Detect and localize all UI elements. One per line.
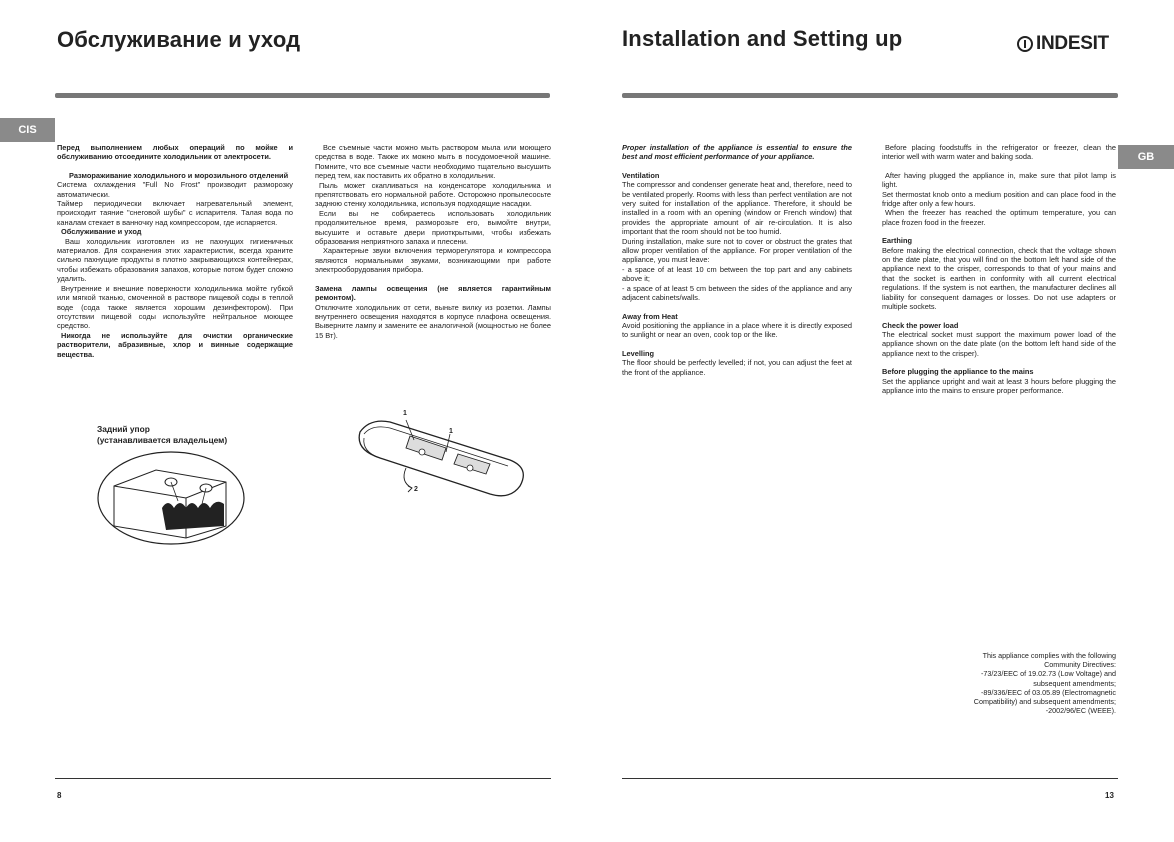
brand-name: INDESIT [1036,33,1109,54]
paragraph: Отключите холодильник от сети, выньте вилку из розетки. Лампы внутреннего освещения находятся в корпусе плафона освещения. Выверните лампу и замените ее аналогичной (мощностью не более 15 Вт). [315,302,551,340]
heading: Before plugging the appliance to the mains [882,367,1034,377]
compliance-line: -73/23/EEC of 19.02.73 (Low Voltage) and [980,669,1116,679]
heading: Обслуживание и уход [61,227,142,237]
paragraph: Before placing foodstuffs in the refrigerator or freezer, clean the interior well with warm water and baking soda. [882,143,1116,162]
heading: Earthing [882,236,912,246]
right-column-2 [882,143,1116,395]
heading: Away from Heat [622,311,678,321]
left-top-bar [55,93,550,98]
lamp-label: 2 [414,486,418,493]
bullet: - a space of at least 5 cm between the sides of the appliance and any adjacent cabinets/walls. [622,283,852,303]
right-top-bar [622,93,1118,98]
heading: Размораживание холодильного и морозильного отделений [69,170,289,180]
heading: Замена лампы освещения (не является гарантийным ремонтом). [315,283,551,303]
paragraph: Перед выполнением любых операций по мойке и обслуживанию отсоедините холодильник от электросети. [57,143,293,162]
heading: Levelling [622,348,655,358]
caption-line: (устанавливается владельцем) [97,435,228,445]
paragraph: Before making the electrical connection, check that the voltage shown on the date plate, that you will find on the bottom left hand side of the appliance next to the crisper, corresponds to that of your mains and that the socket is earthen in conformity with all current electrical regulations. If the system is not earthen, the manufacturer declines all liability for consequent damages or losses. Do not use adapters or multiple sockets. [882,245,1116,312]
left-page-number: 8 [57,791,62,800]
heading: Check the power load [882,320,959,330]
compliance-note [900,651,1116,715]
lamp-label: 1 [449,428,453,435]
left-page-title: Обслуживание и уход [57,27,301,52]
paragraph: The compressor and condenser generate heat and, therefore, need to be ventilated properly. Rooms with less than perfect ventilation are not very suited for installation of the appliance. Therefore, it should be installed in a room with an opening (window or French window) that provides the appropriate amount of air re-circulation. It is also important that the room should not be too humid. [622,180,852,237]
paragraph: During installation, make sure not to cover or obstruct the grates that allow proper ventilation of the appliance. For proper ventilation of the appliance, you must leave: [622,236,852,265]
lang-tab-cis: CIS [0,118,55,142]
paragraph: Proper installation of the appliance is essential to ensure the best and most efficient performance of your appliance. [622,143,852,162]
brand-logo [1017,33,1109,55]
paragraph: Таймер периодически включает нагревательный элемент, происходит таяние "снеговой шубы" с испарителя. Талая вода по каналам стекает в ванночку над компрессором, где испаряется. [57,199,293,227]
compliance-line: -89/336/EEC of 03.05.89 (Electromagnetic [980,687,1116,697]
lamp-label: 1 [403,410,407,417]
figure-caption [97,424,227,446]
heading: Ventilation [622,170,660,180]
paragraph: Система охлаждения "Full No Frost" производит разморозку автоматически. [57,180,293,199]
left-column-1 [57,143,293,359]
lamp-cover-illustration [350,408,535,508]
right-column-1 [622,143,852,377]
paragraph: Avoid positioning the appliance in a place where it is directly exposed to sunlight or near an oven, cook top or the like. [622,320,852,340]
caption-line: Задний упор [97,424,150,434]
compliance-line: Community Directives: [1044,660,1116,670]
paragraph: Если вы не собираетесь использовать холодильник продолжительное время, разморозьте его, вымойте внутри, высушите и оставьте двери приоткрытыми, чтобы избежать образования неприятного запаха и плесени. [315,208,551,247]
paragraph: When the freezer has reached the optimum temperature, you can place frozen food in the freezer. [882,208,1116,227]
right-page-number: 13 [1105,791,1114,800]
rear-stop-illustration [96,446,246,546]
compliance-line: subsequent amendments; [1033,678,1116,688]
left-bottom-line [55,778,551,779]
compliance-line: This appliance complies with the following [982,651,1116,660]
left-column-2 [315,143,551,340]
paragraph: After having plugged the appliance in, make sure that pilot lamp is light. [882,170,1116,190]
right-page-title: Installation and Setting up [622,26,903,51]
logo-power-icon [1017,36,1033,52]
paragraph: Внутренние и внешние поверхности холодильника мойте губкой или мягкой тканью, смоченной в растворе пищевой соды в теплой воде (сода также является хорошим дезинфектором). При отсутствии пищевой соды используйте нейтральное моющее средство. [57,283,293,331]
paragraph: Пыль может скапливаться на конденсаторе холодильника и препятствовать его нормальной работе. Осторожно пропылесосьте заднюю стенку холодильника, используя подходящие насадки. [315,180,551,209]
paragraph: Set the appliance upright and wait at least 3 hours before plugging the appliance into the mains to ensure proper performance. [882,376,1116,395]
paragraph: The electrical socket must support the maximum power load of the appliance shown on the date plate (on the bottom left hand side of the appliance next to the crisper). [882,329,1116,358]
right-bottom-line [622,778,1118,779]
lang-tab-gb: GB [1118,145,1174,169]
compliance-line: -2002/96/EC (WEEE). [1045,706,1116,716]
paragraph: Все съемные части можно мыть раствором мыла или моющего средства в воде. Также их можно мыть в посудомоечной машине. Помните, что все съемные части необходимо тщательно высушить перед тем, как поставить их обратно в холодильник. [315,143,551,181]
bullet: - a space of at least 10 cm between the top part and any cabinets above it; [622,264,852,284]
paragraph: Set thermostat knob onto a medium position and can place food in the fridge after only a few hours. [882,189,1116,209]
paragraph: Характерные звуки включения терморегулятора и компрессора являются нормальными звуками, возникающими при работе электрооборудования прибора. [315,246,551,275]
compliance-line: Compatibility) and subsequent amendments; [973,697,1116,707]
paragraph: Ваш холодильник изготовлен из не пахнущих гигиеничных материалов. Для сохранения этих характеристик, всегда храните сильно пахнущие продукты в плотно закрывающихся контейнерах, чтобы избежать образования запахов, которые потом будет сложно удалить. [57,236,293,284]
paragraph: Никогда не используйте для очистки органические растворители, абразивные, хлор и винные содержащие вещества. [57,330,293,359]
paragraph: The floor should be perfectly levelled; if not, you can adjust the feet at the front of the appliance. [622,358,852,377]
